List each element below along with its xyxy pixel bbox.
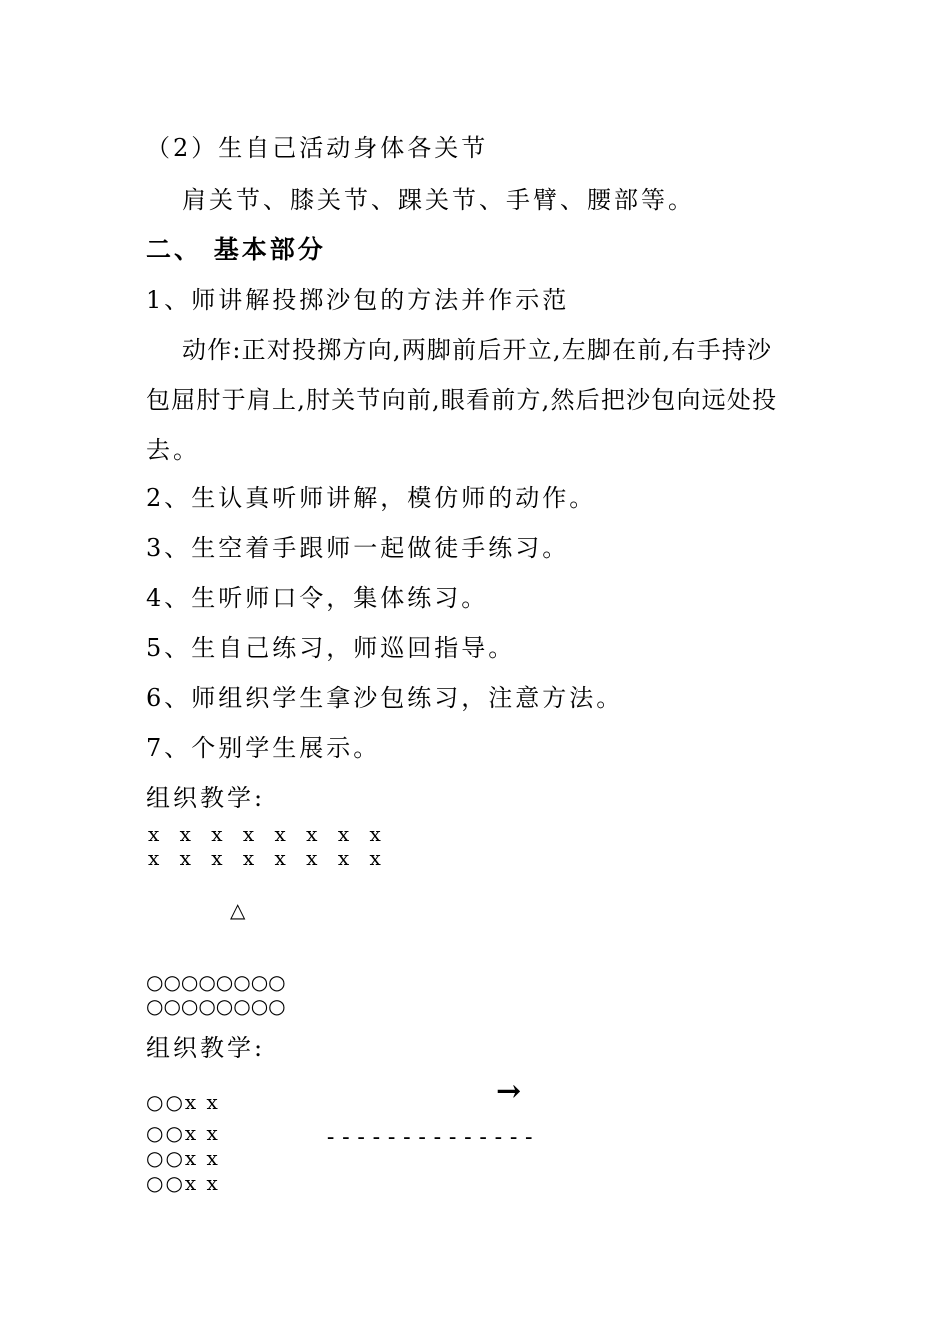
step-4: 4、生听师口令，集体练习。 bbox=[146, 584, 489, 612]
formation-row-o-2: ○○○○○○○○ bbox=[146, 994, 286, 1018]
formation-row-mixed-2: ○○x x bbox=[146, 1121, 220, 1145]
direction-arrow: → bbox=[496, 1074, 522, 1109]
formation-row-mixed-4: ○○x x bbox=[146, 1171, 220, 1195]
step-6: 6、师组织学生拿沙包练习，注意方法。 bbox=[146, 684, 624, 712]
formation-row-x-1: x x x x x x x x bbox=[148, 822, 388, 846]
formation-row-mixed-3: ○○x x bbox=[146, 1146, 220, 1170]
action-description-line-3: 去。 bbox=[146, 436, 200, 464]
step-1: 1、师讲解投掷沙包的方法并作示范 bbox=[146, 286, 570, 314]
formation-row-o-1: ○○○○○○○○ bbox=[146, 970, 286, 994]
action-description-line-1: 动作:正对投掷方向,两脚前后开立,左脚在前,右手持沙 bbox=[182, 336, 773, 364]
step-5: 5、生自己练习，师巡回指导。 bbox=[146, 634, 516, 662]
throw-line-dashes: -------------- bbox=[324, 1125, 538, 1150]
step-7: 7、个别学生展示。 bbox=[146, 734, 381, 762]
step-2: 2、生认真听师讲解，模仿师的动作。 bbox=[146, 484, 597, 512]
step-3: 3、生空着手跟师一起做徒手练习。 bbox=[146, 534, 570, 562]
organization-label-2: 组织教学: bbox=[146, 1034, 266, 1062]
formation-row-x-2: x x x x x x x x bbox=[148, 846, 388, 870]
teacher-marker: △ bbox=[230, 898, 253, 922]
action-description-line-2: 包屈肘于肩上,肘关节向前,眼看前方,然后把沙包向远处投 bbox=[146, 386, 778, 414]
warmup-item-2: （2）生自己活动身体各关节 bbox=[146, 134, 489, 162]
warmup-item-2-detail: 肩关节、膝关节、踝关节、手臂、腰部等。 bbox=[182, 186, 695, 214]
formation-row-mixed-1: ○○x x bbox=[146, 1090, 220, 1114]
section-heading-basic: 二、 基本部分 bbox=[146, 235, 326, 264]
organization-label-1: 组织教学: bbox=[146, 784, 266, 812]
